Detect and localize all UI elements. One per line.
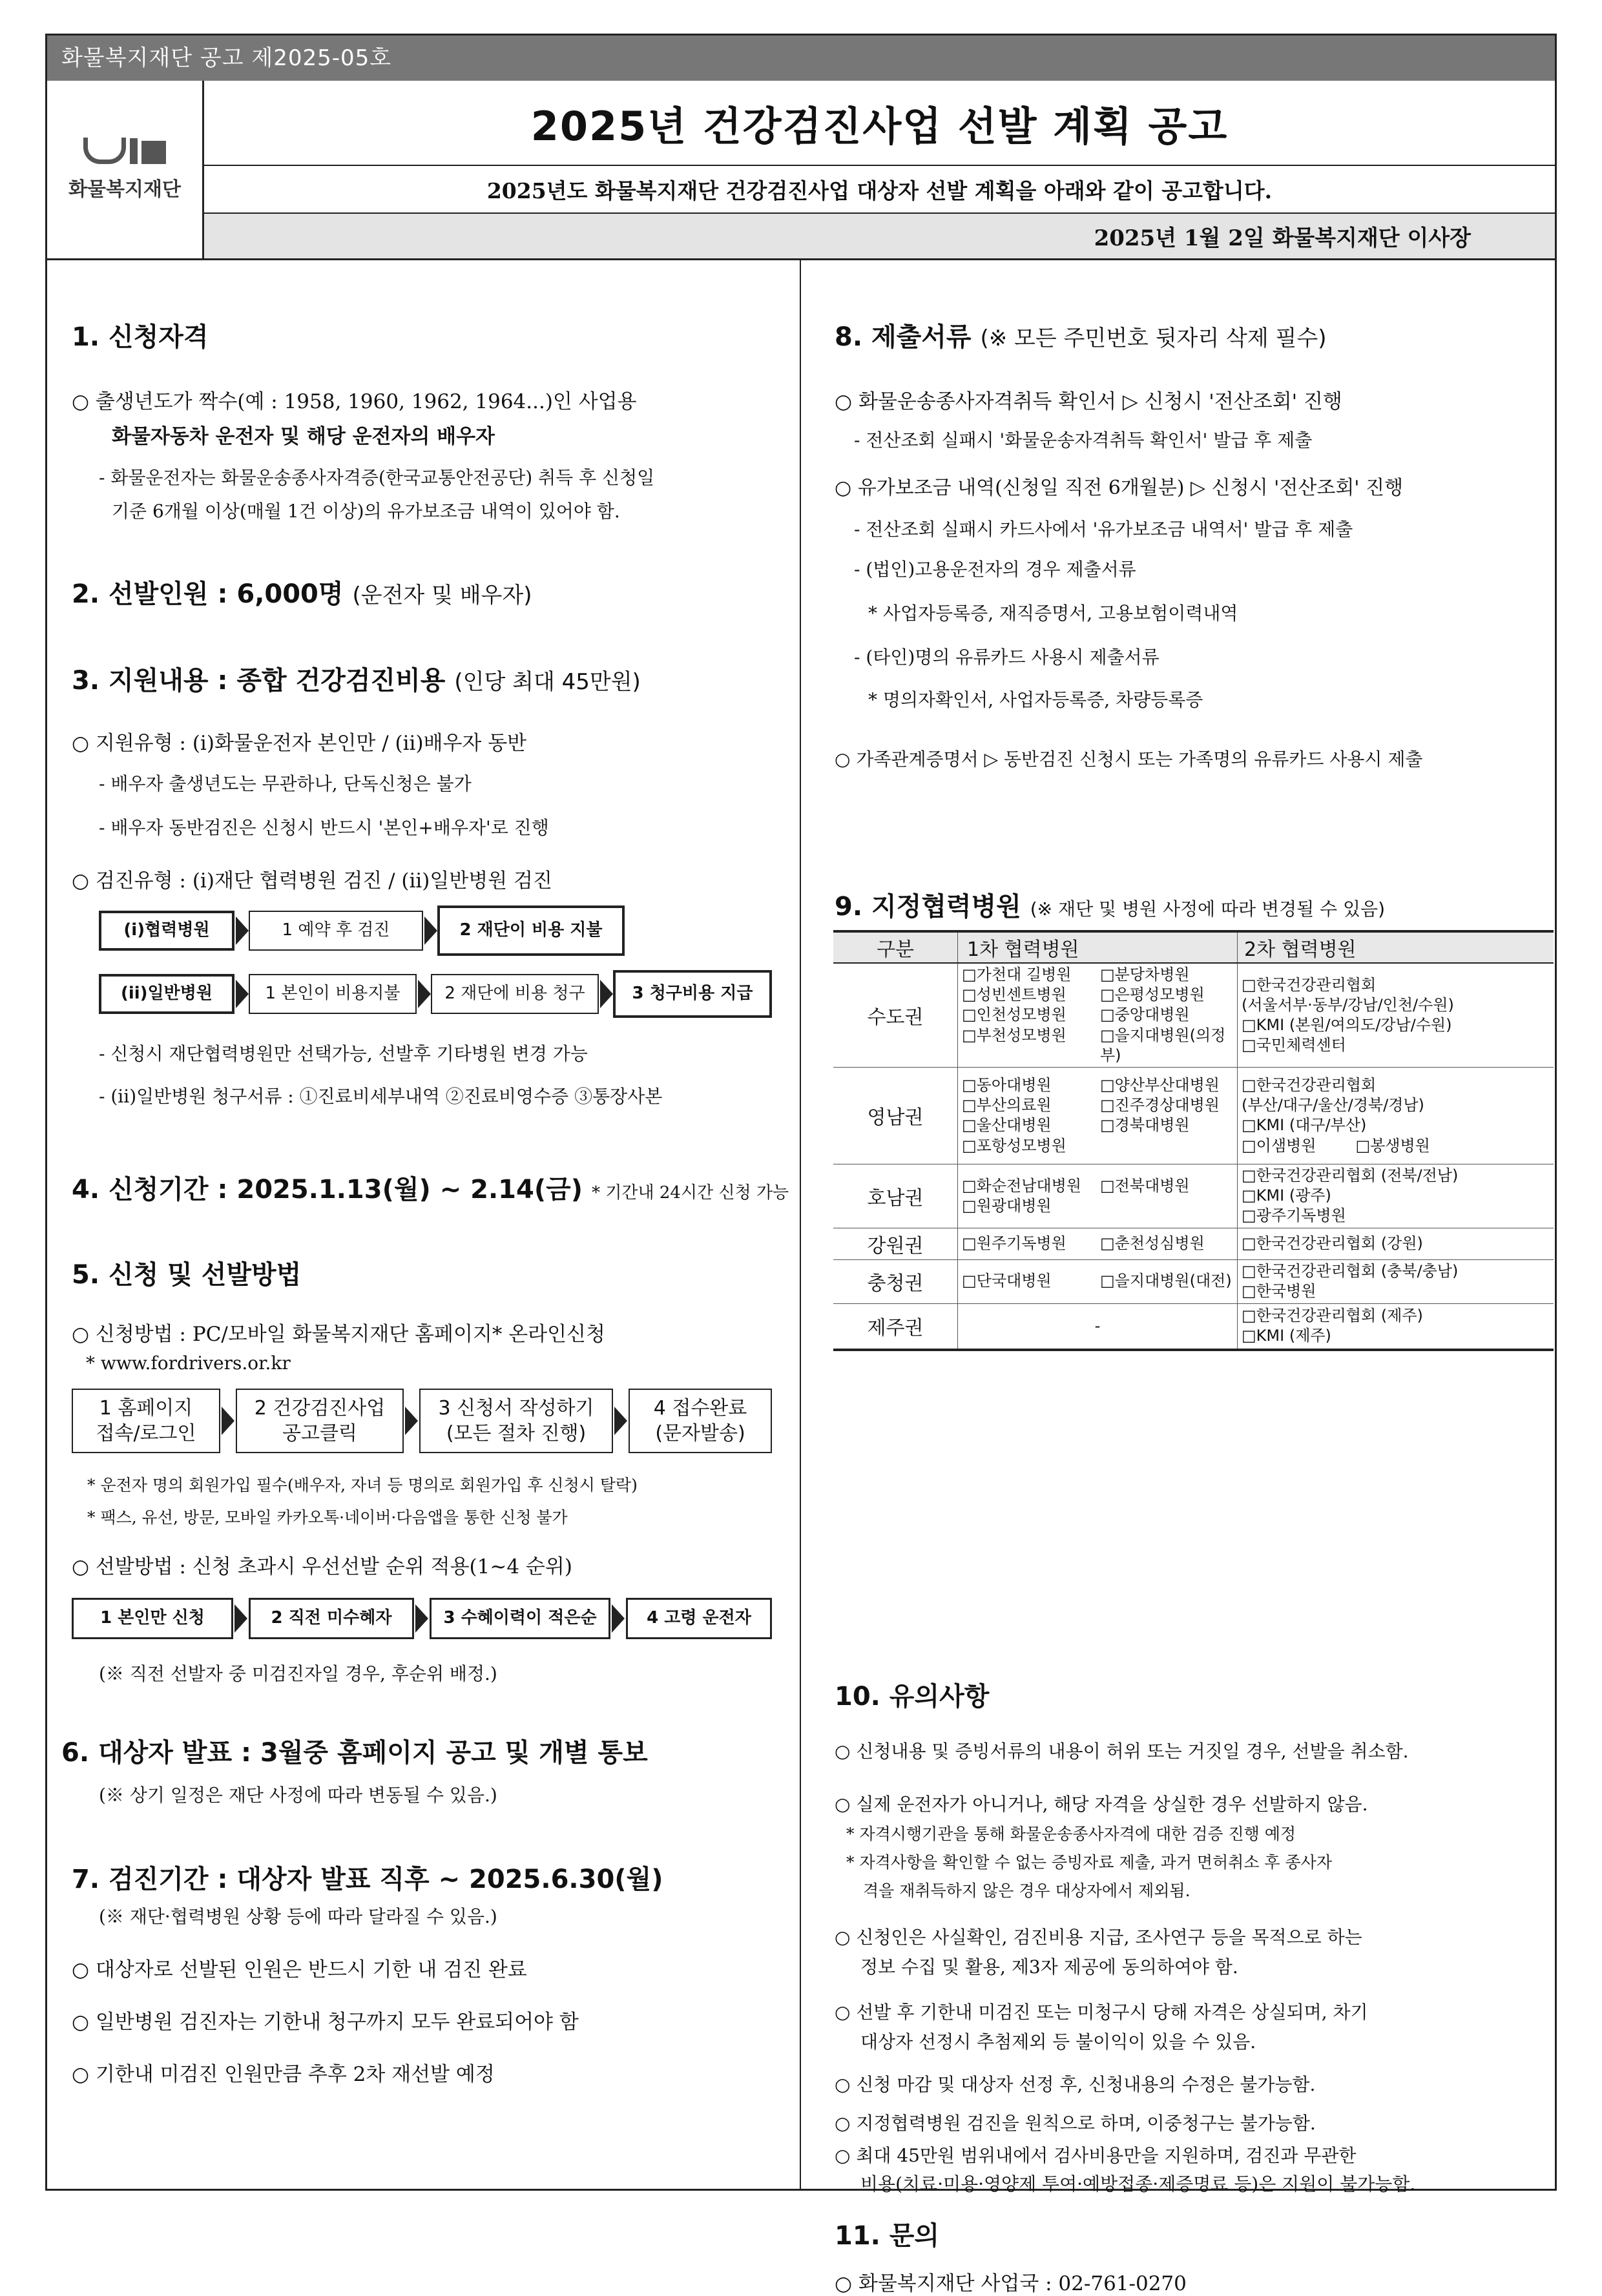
note-item: ○ 선발 후 기한내 미검진 또는 미청구시 당해 자격은 상실되며, 차기	[835, 2001, 1368, 2023]
note-item: ○ 지정협력병원 검진을 원칙으로 하며, 이중청구는 불가능함.	[835, 2113, 1316, 2134]
rank-4: 4 고령 운전자	[626, 1598, 772, 1639]
hospital-name: □성빈센트병원	[962, 986, 1066, 1004]
note-item: ○ 실제 운전자가 아니거나, 해당 자격을 상실한 경우 선발하지 않음.	[835, 1794, 1368, 1815]
hospital-name: □이샘병원 □봉생병원	[1242, 1136, 1430, 1155]
s2-heading-note: (운전자 및 배우자)	[352, 583, 532, 608]
s8-line-6: * 사업자등록증, 재직증명서, 고용보험이력내역	[868, 603, 1238, 624]
section-4-heading	[72, 1169, 789, 1206]
header	[47, 81, 1555, 260]
s8-line-2: - 전산조회 실패시 '화물운송자격취득 확인서' 발급 후 제출	[854, 429, 1313, 451]
first-tier-cell	[958, 1259, 1238, 1303]
s8-line-8: * 명의자확인서, 사업자등록증, 차량등록증	[868, 689, 1203, 710]
hospital-name: □KMI (본원/여의도/강남/수원)	[1242, 1015, 1452, 1034]
hospital-name: □인천성모병원	[962, 1006, 1066, 1024]
hospital-name: □원주기독병원	[962, 1234, 1066, 1252]
section-1-heading: 1. 신청자격	[72, 322, 209, 352]
s5-line-1: ○ 신청방법 : PC/모바일 화물복지재단 홈페이지* 온라인신청	[72, 1323, 605, 1346]
hospital-name: (서울서부·동부/강남/인천/수원)	[1242, 995, 1454, 1014]
hospital-name: □광주기독병원	[1242, 1206, 1346, 1225]
note-item: * 자격사항을 확인할 수 없는 증빙자료 제출, 과거 면허취소 후 종사자	[846, 1853, 1332, 1872]
contact-line: ○ 화물복지재단 사업국 : 02-761-0270	[835, 2272, 1187, 2295]
s8-line-9: ○ 가족관계증명서 ▷ 동반검진 신청시 또는 가족명의 유류카드 사용시 제출	[835, 749, 1423, 770]
s8-line-3: ○ 유가보조금 내역(신청일 직전 6개월분) ▷ 신청시 '전산조회' 진행	[835, 477, 1404, 499]
s1-line-3: - 화물운전자는 화물운송종사자격증(한국교통안전공단) 취득 후 신청일	[99, 467, 655, 488]
s8-line-1: ○ 화물운송종사자격취득 확인서 ▷ 신청시 '전산조회' 진행	[835, 390, 1342, 413]
apply-step-4: 4 접수완료 (문자발송)	[629, 1389, 772, 1453]
section-10-heading: 10. 유의사항	[835, 1682, 990, 1712]
hospital-row	[833, 1228, 1554, 1259]
section-11-heading: 11. 문의	[835, 2221, 940, 2251]
s3-line-5: - 신청시 재단협력병원만 선택가능, 선발후 기타병원 변경 가능	[99, 1043, 588, 1064]
s5-line-2: * www.fordrivers.or.kr	[86, 1352, 291, 1374]
hospital-name: □전북대병원	[1100, 1176, 1190, 1195]
hospital-name: □양산부산대병원	[1100, 1076, 1220, 1095]
hospital-name: □한국건강관리협회	[1242, 975, 1377, 994]
hospital-name: □부천성모병원	[962, 1026, 1066, 1044]
first-tier-cell	[958, 1228, 1238, 1259]
s3-line-4: ○ 검진유형 : (i)재단 협력병원 검진 / (ii)일반병원 검진	[72, 869, 552, 893]
rank-3: 3 수혜이력이 적은순	[430, 1598, 610, 1639]
s7-line-2: ○ 대상자로 선발된 인원은 반드시 기한 내 검진 완료	[72, 1958, 527, 1981]
hospital-row	[833, 963, 1554, 1067]
hospital-name: □KMI (광주)	[1242, 1186, 1331, 1205]
notice-number-bar: 화물복지재단 공고 제2025-05호	[47, 36, 1555, 81]
s9-heading-text: 9. 지정협력병원	[835, 892, 1021, 922]
hospital-name: □은평성모병원	[1100, 986, 1205, 1004]
second-tier-cell	[1238, 963, 1554, 1067]
second-tier-cell	[1238, 1067, 1554, 1164]
region-cell: 호남권	[833, 1164, 958, 1228]
s4-heading-note: * 기간내 24시간 신청 가능	[591, 1183, 789, 1203]
s8-line-4: - 전산조회 실패시 카드사에서 '유가보조금 내역서' 발급 후 제출	[854, 519, 1353, 540]
hospital-name: □한국병원	[1242, 1282, 1316, 1300]
hospital-name: □한국건강관리협회 (제주)	[1242, 1307, 1423, 1325]
hospital-name: -	[1094, 1316, 1101, 1335]
hospital-name	[1100, 1196, 1233, 1216]
s4-heading-text: 4. 신청기간 : 2025.1.13(월) ~ 2.14(금)	[72, 1175, 583, 1205]
hospital-name: □진주경상대병원	[1100, 1096, 1220, 1115]
region-cell: 영남권	[833, 1067, 958, 1164]
s1-line-1: ○ 출생년도가 짝수(예 : 1958, 1960, 1962, 1964...)인 사업용	[72, 390, 637, 413]
note-item: ○ 신청내용 및 증빙서류의 내용이 허위 또는 거짓일 경우, 선발을 취소함.	[835, 1741, 1409, 1762]
page-subtitle: 2025년도 화물복지재단 건강검진사업 대상자 선발 계획을 아래와 같이 공고합니다.	[204, 166, 1555, 214]
s6-line-1: (※ 상기 일정은 재단 사정에 따라 변동될 수 있음.)	[99, 1784, 497, 1806]
hospital-table-header	[833, 931, 1554, 963]
hospital-name: □한국건강관리협회 (강원)	[1242, 1234, 1423, 1252]
first-tier-cell	[958, 1164, 1238, 1228]
region-cell: 수도권	[833, 963, 958, 1067]
flow2-step-2: 2 재단에 비용 청구	[431, 974, 599, 1014]
hospital-name: □경북대병원	[1100, 1116, 1190, 1135]
hospital-name: □원광대병원	[962, 1196, 1052, 1215]
s5-note-2: * 팩스, 유선, 방문, 모바일 카카오톡·네이버·다음앱을 통한 신청 불가	[87, 1508, 568, 1527]
notice-page	[45, 34, 1557, 2295]
rank-2: 2 직전 미수혜자	[249, 1598, 414, 1639]
flow1-step-1: 1 예약 후 검진	[249, 911, 423, 951]
section-9-heading	[835, 886, 1385, 923]
section-2-heading	[72, 574, 532, 610]
note-item: ○ 최대 45만원 범위내에서 검사비용만을 지원하며, 검진과 무관한	[835, 2145, 1357, 2166]
hospital-name: □부산의료원	[962, 1096, 1052, 1115]
s7-line-3: ○ 일반병원 검진자는 기한내 청구까지 모두 완료되어야 함	[72, 2011, 579, 2034]
s5-line-4: (※ 직전 선발자 중 미검진자일 경우, 후순위 배정.)	[99, 1663, 497, 1684]
section-7-heading: 7. 검진기간 : 대상자 발표 직후 ~ 2025.6.30(월)	[72, 1865, 663, 1894]
hospital-row	[833, 1259, 1554, 1303]
apply-step-2: 2 건강검진사업 공고클릭	[236, 1389, 404, 1453]
s2-heading-text: 2. 선발인원 : 6,000명	[72, 579, 344, 609]
left-column	[47, 258, 801, 2189]
hospital-table	[833, 930, 1554, 1351]
apply-step-1: 1 홈페이지 접속/로그인	[72, 1389, 220, 1453]
second-tier-cell	[1238, 1228, 1554, 1259]
hospital-name: □중앙대병원	[1100, 1006, 1190, 1024]
col-header-second: 2차 협력병원	[1238, 931, 1554, 963]
flow2-step-0: (ii)일반병원	[99, 974, 234, 1014]
note-item: 비용(치료·미용·영양제 투여·예방접종·제증명료 등)은 지원이 불가능함.	[860, 2173, 1416, 2195]
region-cell: 충청권	[833, 1259, 958, 1303]
note-item: 정보 수집 및 활용, 제3자 제공에 동의하여야 함.	[860, 1956, 1238, 1978]
s3-line-2: - 배우자 출생년도는 무관하나, 단독신청은 불가	[99, 773, 472, 794]
hospital-name: □동아대병원	[962, 1076, 1052, 1095]
s8-line-5: - (법인)고용운전자의 경우 제출서류	[854, 559, 1136, 580]
date-line: 2025년 1월 2일 화물복지재단 이사장	[204, 214, 1555, 258]
s1-line-2: 화물자동차 운전자 및 해당 운전자의 배우자	[112, 425, 495, 448]
second-tier-cell	[1238, 1259, 1554, 1303]
col-header-first: 1차 협력병원	[958, 931, 1238, 963]
hospital-name: □한국건강관리협회 (전북/전남)	[1242, 1166, 1459, 1184]
first-tier-cell	[958, 1067, 1238, 1164]
flow1-step-0: (i)협력병원	[99, 911, 234, 951]
hospital-name: □KMI (제주)	[1242, 1327, 1331, 1345]
flow2-step-3: 3 청구비용 지급	[613, 970, 772, 1018]
flow2-step-1: 1 본인이 비용지불	[249, 974, 417, 1014]
hospital-name: □화순전남대병원	[962, 1176, 1081, 1195]
s9-heading-note: (※ 재단 및 병원 사정에 따라 변경될 수 있음)	[1030, 898, 1386, 920]
col-header-region: 구분	[833, 931, 958, 963]
hospital-name: □한국건강관리협회	[1242, 1076, 1377, 1095]
first-tier-cell	[958, 1303, 1238, 1350]
s3-line-1: ○ 지원유형 : (i)화물운전자 본인만 / (ii)배우자 동반	[72, 732, 527, 755]
hospital-name: (부산/대구/울산/경북/경남)	[1242, 1096, 1424, 1115]
hospital-name: □울산대병원	[962, 1116, 1052, 1135]
hospital-name: □KMI (대구/부산)	[1242, 1116, 1367, 1135]
s8-heading-note: (※ 모든 주민번호 뒷자리 삭제 필수)	[980, 326, 1327, 351]
hospital-name: □국민체력센터	[1242, 1036, 1346, 1055]
hospital-name: □을지대병원(대전)	[1100, 1272, 1232, 1290]
right-column	[801, 258, 1555, 2295]
page-title: 2025년 건강검진사업 선발 계획 공고	[204, 81, 1555, 166]
s5-line-3: ○ 선발방법 : 신청 초과시 우선선발 순위 적용(1~4 순위)	[72, 1555, 572, 1578]
section-5-heading: 5. 신청 및 선발방법	[72, 1260, 302, 1290]
note-item: 격을 재취득하지 않은 경우 대상자에서 제외됨.	[863, 1881, 1191, 1900]
hospital-name	[1100, 1136, 1233, 1156]
s8-line-7: - (타인)명의 유류카드 사용시 제출서류	[854, 646, 1160, 668]
note-item: 대상자 선정시 추첨제외 등 불이익이 있을 수 있음.	[860, 2031, 1256, 2053]
hospital-name: □단국대병원	[962, 1272, 1052, 1290]
s7-line-4: ○ 기한내 미검진 인원만큼 추후 2차 재선발 예정	[72, 2063, 495, 2086]
foundation-logo-icon	[83, 138, 166, 164]
note-item: * 자격시행기관을 통해 화물운송종사자격에 대한 검증 진행 예정	[846, 1825, 1296, 1843]
first-tier-cell	[958, 963, 1238, 1067]
logo-text: 화물복지재단	[68, 178, 181, 201]
note-item: ○ 신청인은 사실확인, 검진비용 지급, 조사연구 등을 목적으로 하는	[835, 1927, 1362, 1948]
flow1-step-2: 2 재단이 비용 지불	[437, 905, 625, 956]
s3-line-6: - (ii)일반병원 청구서류 : ①진료비세부내역 ②진료비영수증 ③통장사본	[99, 1086, 663, 1107]
s3-heading-text: 3. 지원내용 : 종합 건강검진비용	[72, 666, 446, 696]
s5-note-1: * 운전자 명의 회원가입 필수(배우자, 자녀 등 명의로 회원가입 후 신청시 탈락)	[87, 1476, 638, 1494]
rank-1: 1 본인만 신청	[72, 1598, 233, 1639]
section-6-heading: 6. 대상자 발표 : 3월중 홈페이지 공고 및 개별 통보	[61, 1738, 648, 1768]
hospital-row	[833, 1067, 1554, 1164]
s8-heading-text: 8. 제출서류	[835, 322, 972, 352]
s7-line-1: (※ 재단·협력병원 상황 등에 따라 달라질 수 있음.)	[99, 1906, 497, 1927]
note-item: ○ 신청 마감 및 대상자 선정 후, 신청내용의 수정은 불가능함.	[835, 2074, 1316, 2095]
second-tier-cell	[1238, 1303, 1554, 1350]
hospital-name: □포항성모병원	[962, 1136, 1066, 1155]
region-cell: 강원권	[833, 1228, 958, 1259]
hospital-row	[833, 1303, 1554, 1350]
hospital-name: □한국건강관리협회 (충북/충남)	[1242, 1261, 1459, 1280]
second-tier-cell	[1238, 1164, 1554, 1228]
s1-line-4: 기준 6개월 이상(매월 1건 이상)의 유가보조금 내역이 있어야 함.	[112, 501, 620, 522]
region-cell: 제주권	[833, 1303, 958, 1350]
s3-heading-note: (인당 최대 45만원)	[454, 669, 641, 695]
section-3-heading	[72, 660, 641, 697]
section-8-heading	[835, 316, 1326, 353]
apply-step-3: 3 신청서 작성하기 (모든 절차 진행)	[419, 1389, 613, 1453]
hospital-name: □을지대병원(의정부)	[1100, 1026, 1226, 1064]
s3-line-3: - 배우자 동반검진은 신청시 반드시 '본인+배우자'로 진행	[99, 817, 549, 838]
hospital-name: □가천대 길병원	[962, 966, 1072, 984]
hospital-name: □춘천성심병원	[1100, 1234, 1205, 1252]
hospital-row	[833, 1164, 1554, 1228]
logo	[47, 81, 204, 258]
hospital-name: □분당차병원	[1100, 966, 1190, 984]
